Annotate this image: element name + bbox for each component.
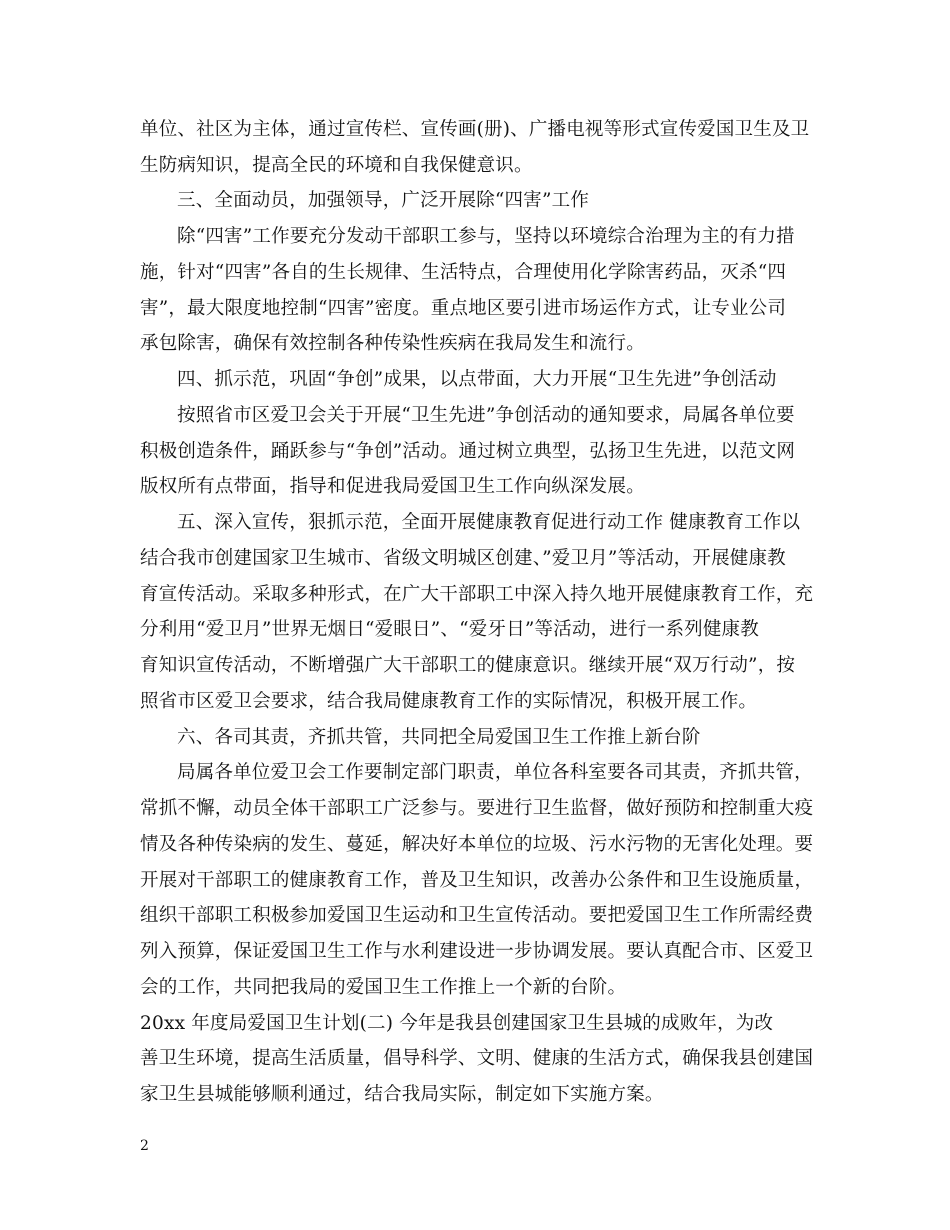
text-line: 育知识宣传活动，不断增强广大干部职工的健康意识。继续开展“双万行动”，按 [140,655,796,676]
text-line: 积极创造条件，踊跃参与“争创”活动。通过树立典型，弘扬卫生先进，以范文网 [140,441,796,462]
text-line: 害”，最大限度地控制“四害”密度。重点地区要引进市场运作方式，让专业公司 [140,298,787,319]
text-line: 施，针对“四害”各自的生长规律、生活特点，合理使用化学除害药品，灭杀“四 [140,262,787,283]
text-line: 常抓不懈，动员全体干部职工广泛参与。要进行卫生监督，做好预防和控制重大疫 [140,798,814,819]
section-heading: 五、深入宣传，狠抓示范，全面开展健康教育促进行动工作 健康教育工作以 [177,512,801,533]
text-line: 分利用“爱卫月”世界无烟日“爱眼日”、“爱牙日”等活动，进行一系列健康教 [140,619,759,640]
text-line: 组织干部职工积极参加爱国卫生运动和卫生宣传活动。要把爱国卫生工作所需经费 [140,905,814,926]
text-line: 会的工作，共同把我局的爱国卫生工作推上一个新的台阶。 [140,977,627,998]
text-line: 开展对干部职工的健康教育工作，普及卫生知识，改善办公条件和卫生设施质量， [140,870,814,891]
text-line: 情及各种传染病的发生、蔓延，解决好本单位的垃圾、污水污物的无害化处理。要 [140,834,814,855]
text-line: 善卫生环境，提高生活质量，倡导科学、文明、健康的生活方式，确保我县创建国 [140,1048,814,1069]
text-line: 承包除害，确保有效控制各种传染性疾病在我局发生和流行。 [140,333,645,354]
text-line: 按照省市区爱卫会关于开展“卫生先进”争创活动的通知要求，局属各单位要 [177,405,795,426]
text-line: 家卫生县城能够顺利通过，结合我局实际，制定如下实施方案。 [140,1084,664,1105]
text-line: 生防病知识，提高全民的环境和自我保健意识。 [140,155,533,176]
text-line: 版权所有点带面，指导和促进我局爱国卫生工作向纵深发展。 [140,476,645,497]
text-line: 单位、社区为主体，通过宣传栏、宣传画(册)、广播电视等形式宣传爱国卫生及卫 [140,119,810,140]
text-line: 结合我市创建国家卫生城市、省级文明城区创建、”爱卫月”等活动，开展健康教 [140,548,786,569]
section-heading: 四、抓示范，巩固“争创”成果，以点带面，大力开展“卫生先进”争创活动 [177,369,777,390]
text-line: 除“四害”工作要充分发动干部职工参与，坚持以环境综合治理为主的有力措 [177,226,795,247]
text-line: 育宣传活动。采取多种形式，在广大干部职工中深入持久地开展健康教育工作，充 [140,584,814,605]
text-line: 20xx 年度局爱国卫生计划(二) 今年是我县创建国家卫生县城的成败年，为改 [140,1013,774,1034]
page-number: 2 [140,1138,149,1154]
section-heading: 六、各司其责，齐抓共管，共同把全局爱国卫生工作推上新台阶 [177,727,701,748]
text-line: 列入预算，保证爱国卫生工作与水利建设进一步协调发展。要认真配合市、区爱卫 [140,941,814,962]
text-line: 照省市区爱卫会要求，结合我局健康教育工作的实际情况，积极开展工作。 [140,691,758,712]
section-heading: 三、全面动员，加强领导，广泛开展除“四害”工作 [177,190,590,211]
text-line: 局属各单位爱卫会工作要制定部门职责，单位各科室要各司其责，齐抓共管， [177,762,813,783]
